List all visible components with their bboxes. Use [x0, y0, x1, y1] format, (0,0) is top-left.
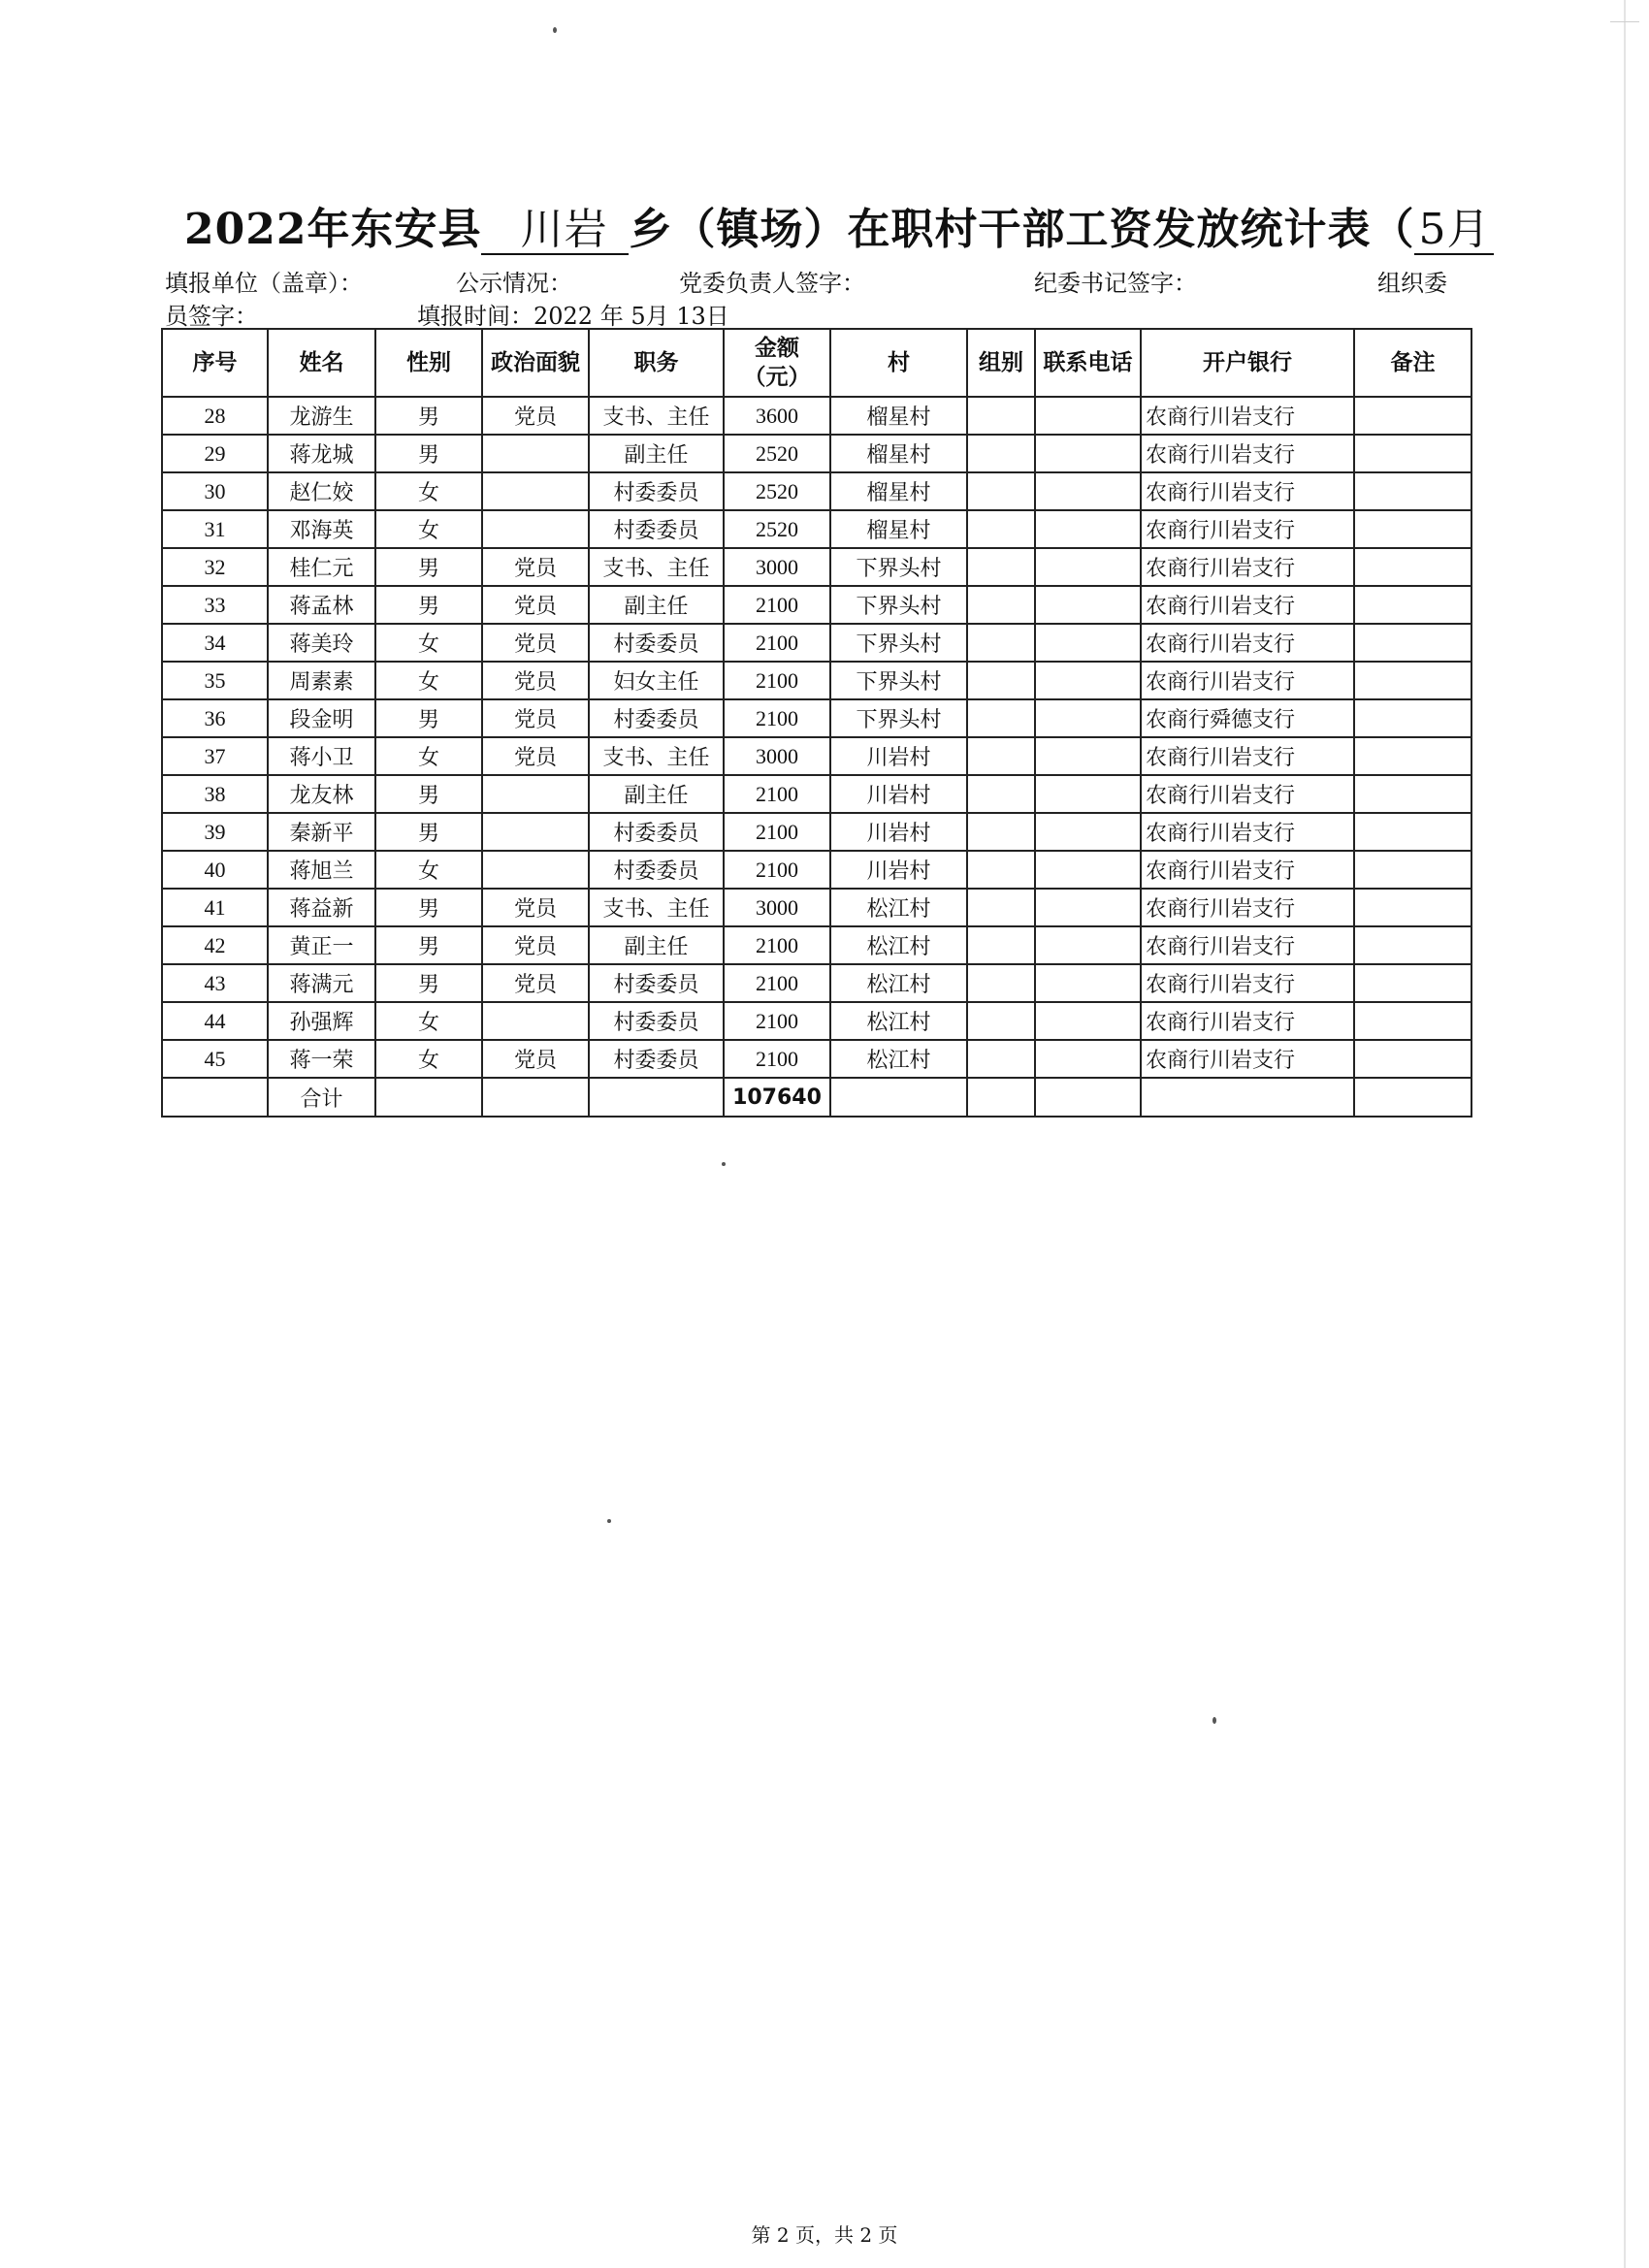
cell-name: 蒋一荣 [268, 1040, 375, 1078]
cell-position: 支书、主任 [589, 397, 724, 435]
cell-remark [1354, 510, 1471, 548]
cell-gender: 女 [375, 662, 482, 699]
cell-bank: 农商行川岩支行 [1141, 889, 1354, 926]
cell-index: 34 [162, 624, 268, 662]
cell-index: 31 [162, 510, 268, 548]
title-month: 5月 [1414, 207, 1494, 255]
cell-village: 榴星村 [830, 510, 967, 548]
cell-village: 下界头村 [830, 662, 967, 699]
table-row [162, 662, 1471, 699]
cell-remark [1354, 851, 1471, 889]
total-cell-blank [830, 1078, 967, 1117]
total-cell-blank [1354, 1078, 1471, 1117]
cell-position: 村委委员 [589, 964, 724, 1002]
cell-remark [1354, 624, 1471, 662]
total-cell-blank [375, 1078, 482, 1117]
scan-speck [722, 1162, 726, 1166]
cell-village: 松江村 [830, 1040, 967, 1078]
cell-village: 川岩村 [830, 775, 967, 813]
cell-group [967, 435, 1035, 472]
total-cell-blank [162, 1078, 268, 1117]
public-label: 公示情况： [456, 270, 572, 297]
cell-political: 党员 [482, 964, 589, 1002]
cell-index: 35 [162, 662, 268, 699]
cell-name: 蒋益新 [268, 889, 375, 926]
cell-gender: 男 [375, 435, 482, 472]
scan-speck [553, 27, 557, 33]
cell-phone [1035, 699, 1141, 737]
cell-village: 下界头村 [830, 699, 967, 737]
cell-bank: 农商行川岩支行 [1141, 510, 1354, 548]
cell-name: 段金明 [268, 699, 375, 737]
title-prefix: 2022年东安县 [184, 205, 482, 254]
cell-name: 桂仁元 [268, 548, 375, 586]
cell-village: 川岩村 [830, 737, 967, 775]
cell-political [482, 1002, 589, 1040]
cell-gender: 男 [375, 699, 482, 737]
cell-phone [1035, 737, 1141, 775]
cell-phone [1035, 397, 1141, 435]
table-row [162, 510, 1471, 548]
cell-village: 松江村 [830, 964, 967, 1002]
cell-group [967, 699, 1035, 737]
salary-table [161, 328, 1472, 1118]
cell-remark [1354, 737, 1471, 775]
cell-group [967, 510, 1035, 548]
cell-village: 川岩村 [830, 813, 967, 851]
cell-bank: 农商行川岩支行 [1141, 737, 1354, 775]
cell-village: 松江村 [830, 926, 967, 964]
cell-political [482, 510, 589, 548]
table-row [162, 624, 1471, 662]
table-row [162, 851, 1471, 889]
col-header-amount: 金额 （元） [724, 329, 830, 397]
cell-group [967, 889, 1035, 926]
cell-political: 党员 [482, 624, 589, 662]
cell-name: 秦新平 [268, 813, 375, 851]
cell-group [967, 1002, 1035, 1040]
party-sign-label: 党委负责人签字： [679, 270, 865, 297]
cell-gender: 男 [375, 397, 482, 435]
cell-bank: 农商行川岩支行 [1141, 397, 1354, 435]
cell-index: 29 [162, 435, 268, 472]
cell-index: 30 [162, 472, 268, 510]
cell-gender: 男 [375, 964, 482, 1002]
cell-group [967, 586, 1035, 624]
scan-edge-line [1624, 0, 1626, 2268]
cell-amount: 2100 [724, 851, 830, 889]
table-row [162, 775, 1471, 813]
fill-time: 填报时间：2022 年 5月 13日 [417, 303, 729, 330]
cell-village: 榴星村 [830, 435, 967, 472]
cell-group [967, 397, 1035, 435]
cell-phone [1035, 851, 1141, 889]
cell-phone [1035, 624, 1141, 662]
cell-political: 党员 [482, 662, 589, 699]
col-header-group: 组别 [967, 329, 1035, 397]
org-sign-label: 组织委 [1377, 270, 1447, 297]
cell-phone [1035, 435, 1141, 472]
cell-group [967, 775, 1035, 813]
cell-position: 副主任 [589, 926, 724, 964]
cell-group [967, 1040, 1035, 1078]
cell-name: 蒋孟林 [268, 586, 375, 624]
cell-remark [1354, 397, 1471, 435]
cell-amount: 2520 [724, 435, 830, 472]
cell-gender: 男 [375, 889, 482, 926]
cell-index: 45 [162, 1040, 268, 1078]
cell-name: 蒋龙城 [268, 435, 375, 472]
cell-political: 党员 [482, 699, 589, 737]
cell-amount: 2100 [724, 1040, 830, 1078]
cell-political: 党员 [482, 926, 589, 964]
cell-gender: 男 [375, 775, 482, 813]
cell-amount: 2100 [724, 586, 830, 624]
cell-name: 蒋美玲 [268, 624, 375, 662]
cell-bank: 农商行川岩支行 [1141, 1002, 1354, 1040]
cell-index: 44 [162, 1002, 268, 1040]
cell-gender: 男 [375, 813, 482, 851]
table-row [162, 1040, 1471, 1078]
cell-bank: 农商行川岩支行 [1141, 586, 1354, 624]
cell-remark [1354, 889, 1471, 926]
cell-position: 村委委员 [589, 1040, 724, 1078]
cell-amount: 2100 [724, 662, 830, 699]
cell-gender: 女 [375, 851, 482, 889]
total-cell-blank [967, 1078, 1035, 1117]
cell-phone [1035, 926, 1141, 964]
total-label: 合计 [268, 1078, 375, 1117]
cell-political [482, 775, 589, 813]
table-row [162, 699, 1471, 737]
discipline-sign-label: 纪委书记签字： [1034, 270, 1197, 297]
cell-phone [1035, 510, 1141, 548]
unit-label: 填报单位（盖章）： [165, 270, 363, 297]
cell-remark [1354, 964, 1471, 1002]
cell-political: 党员 [482, 397, 589, 435]
cell-index: 32 [162, 548, 268, 586]
cell-amount: 3000 [724, 889, 830, 926]
cell-bank: 农商行川岩支行 [1141, 813, 1354, 851]
cell-index: 37 [162, 737, 268, 775]
table-row [162, 737, 1471, 775]
cell-group [967, 472, 1035, 510]
cell-gender: 男 [375, 548, 482, 586]
cell-gender: 女 [375, 737, 482, 775]
cell-amount: 2100 [724, 699, 830, 737]
cell-name: 黄正一 [268, 926, 375, 964]
table-body [162, 397, 1471, 1078]
cell-remark [1354, 699, 1471, 737]
cell-phone [1035, 662, 1141, 699]
cell-group [967, 926, 1035, 964]
cell-bank: 农商行舜德支行 [1141, 699, 1354, 737]
cell-political [482, 472, 589, 510]
cell-position: 支书、主任 [589, 548, 724, 586]
cell-political: 党员 [482, 1040, 589, 1078]
cell-amount: 2520 [724, 510, 830, 548]
cell-remark [1354, 435, 1471, 472]
col-header-phone: 联系电话 [1035, 329, 1141, 397]
cell-index: 28 [162, 397, 268, 435]
cell-phone [1035, 889, 1141, 926]
table-row [162, 1002, 1471, 1040]
cell-gender: 女 [375, 472, 482, 510]
cell-name: 蒋满元 [268, 964, 375, 1002]
cell-bank: 农商行川岩支行 [1141, 964, 1354, 1002]
total-cell-blank [589, 1078, 724, 1117]
cell-amount: 2520 [724, 472, 830, 510]
cell-gender: 女 [375, 1040, 482, 1078]
cell-political: 党员 [482, 737, 589, 775]
table-row [162, 548, 1471, 586]
cell-name: 邓海英 [268, 510, 375, 548]
cell-position: 村委委员 [589, 624, 724, 662]
scan-speck [607, 1519, 611, 1523]
cell-amount: 3000 [724, 737, 830, 775]
cell-political [482, 851, 589, 889]
cell-phone [1035, 775, 1141, 813]
cell-position: 支书、主任 [589, 889, 724, 926]
cell-village: 榴星村 [830, 472, 967, 510]
cell-phone [1035, 964, 1141, 1002]
cell-index: 41 [162, 889, 268, 926]
cell-political: 党员 [482, 889, 589, 926]
cell-gender: 女 [375, 510, 482, 548]
cell-index: 36 [162, 699, 268, 737]
cell-political [482, 813, 589, 851]
cell-name: 蒋小卫 [268, 737, 375, 775]
cell-village: 川岩村 [830, 851, 967, 889]
cell-remark [1354, 775, 1471, 813]
cell-position: 副主任 [589, 586, 724, 624]
cell-index: 39 [162, 813, 268, 851]
cell-position: 村委委员 [589, 851, 724, 889]
title-township: 川岩 [481, 207, 629, 255]
cell-group [967, 662, 1035, 699]
cell-amount: 3600 [724, 397, 830, 435]
cell-village: 榴星村 [830, 397, 967, 435]
cell-phone [1035, 548, 1141, 586]
cell-remark [1354, 548, 1471, 586]
cell-bank: 农商行川岩支行 [1141, 926, 1354, 964]
cell-index: 38 [162, 775, 268, 813]
cell-position: 村委委员 [589, 699, 724, 737]
cell-amount: 2100 [724, 624, 830, 662]
title-middle: 乡（镇场）在职村干部工资发放统计表（ [629, 205, 1415, 254]
cell-remark [1354, 926, 1471, 964]
cell-index: 42 [162, 926, 268, 964]
col-header-name: 姓名 [268, 329, 375, 397]
table-header-row [162, 329, 1471, 397]
cell-position: 副主任 [589, 775, 724, 813]
col-header-index: 序号 [162, 329, 268, 397]
cell-bank: 农商行川岩支行 [1141, 662, 1354, 699]
cell-phone [1035, 586, 1141, 624]
org-sign-label-cont: 员签字： [165, 303, 258, 330]
cell-bank: 农商行川岩支行 [1141, 472, 1354, 510]
cell-political: 党员 [482, 586, 589, 624]
cell-name: 龙友林 [268, 775, 375, 813]
scan-edge-mark [1610, 21, 1639, 22]
cell-village: 下界头村 [830, 586, 967, 624]
total-amount: 107640 [724, 1078, 830, 1117]
cell-position: 村委委员 [589, 472, 724, 510]
cell-village: 下界头村 [830, 548, 967, 586]
page-title [184, 194, 1494, 256]
cell-bank: 农商行川岩支行 [1141, 435, 1354, 472]
cell-bank: 农商行川岩支行 [1141, 1040, 1354, 1078]
table-row [162, 813, 1471, 851]
cell-phone [1035, 1002, 1141, 1040]
cell-position: 妇女主任 [589, 662, 724, 699]
page-footer: 第 2 页，共 2 页 [751, 2223, 898, 2247]
table-row [162, 926, 1471, 964]
cell-amount: 2100 [724, 775, 830, 813]
cell-amount: 2100 [724, 926, 830, 964]
cell-village: 松江村 [830, 1002, 967, 1040]
cell-position: 副主任 [589, 435, 724, 472]
cell-remark [1354, 662, 1471, 699]
total-cell-blank [1141, 1078, 1354, 1117]
cell-remark [1354, 586, 1471, 624]
cell-phone [1035, 472, 1141, 510]
cell-village: 松江村 [830, 889, 967, 926]
cell-bank: 农商行川岩支行 [1141, 624, 1354, 662]
col-header-position: 职务 [589, 329, 724, 397]
col-header-village: 村 [830, 329, 967, 397]
cell-gender: 男 [375, 586, 482, 624]
col-header-bank: 开户银行 [1141, 329, 1354, 397]
cell-group [967, 813, 1035, 851]
table-row [162, 397, 1471, 435]
cell-name: 孙强辉 [268, 1002, 375, 1040]
cell-name: 龙游生 [268, 397, 375, 435]
cell-position: 村委委员 [589, 813, 724, 851]
cell-name: 赵仁姣 [268, 472, 375, 510]
table-row [162, 435, 1471, 472]
cell-amount: 3000 [724, 548, 830, 586]
cell-bank: 农商行川岩支行 [1141, 548, 1354, 586]
total-cell-blank [1035, 1078, 1141, 1117]
cell-political: 党员 [482, 548, 589, 586]
cell-amount: 2100 [724, 813, 830, 851]
col-header-remark: 备注 [1354, 329, 1471, 397]
table-row [162, 472, 1471, 510]
table-row [162, 964, 1471, 1002]
cell-position: 村委委员 [589, 510, 724, 548]
table-row [162, 586, 1471, 624]
cell-gender: 男 [375, 926, 482, 964]
cell-amount: 2100 [724, 1002, 830, 1040]
total-row [162, 1078, 1471, 1117]
cell-group [967, 851, 1035, 889]
cell-phone [1035, 813, 1141, 851]
cell-gender: 女 [375, 624, 482, 662]
col-header-gender: 性别 [375, 329, 482, 397]
cell-gender: 女 [375, 1002, 482, 1040]
cell-group [967, 964, 1035, 1002]
cell-group [967, 737, 1035, 775]
cell-position: 村委委员 [589, 1002, 724, 1040]
cell-position: 支书、主任 [589, 737, 724, 775]
cell-remark [1354, 813, 1471, 851]
cell-remark [1354, 1002, 1471, 1040]
cell-index: 40 [162, 851, 268, 889]
cell-name: 周素素 [268, 662, 375, 699]
cell-index: 43 [162, 964, 268, 1002]
cell-group [967, 548, 1035, 586]
cell-index: 33 [162, 586, 268, 624]
cell-bank: 农商行川岩支行 [1141, 851, 1354, 889]
cell-remark [1354, 472, 1471, 510]
cell-political [482, 435, 589, 472]
cell-bank: 农商行川岩支行 [1141, 775, 1354, 813]
cell-name: 蒋旭兰 [268, 851, 375, 889]
cell-phone [1035, 1040, 1141, 1078]
col-header-political: 政治面貌 [482, 329, 589, 397]
cell-village: 下界头村 [830, 624, 967, 662]
total-cell-blank [482, 1078, 589, 1117]
cell-remark [1354, 1040, 1471, 1078]
scan-speck [1212, 1717, 1216, 1724]
table-row [162, 889, 1471, 926]
cell-amount: 2100 [724, 964, 830, 1002]
cell-group [967, 624, 1035, 662]
